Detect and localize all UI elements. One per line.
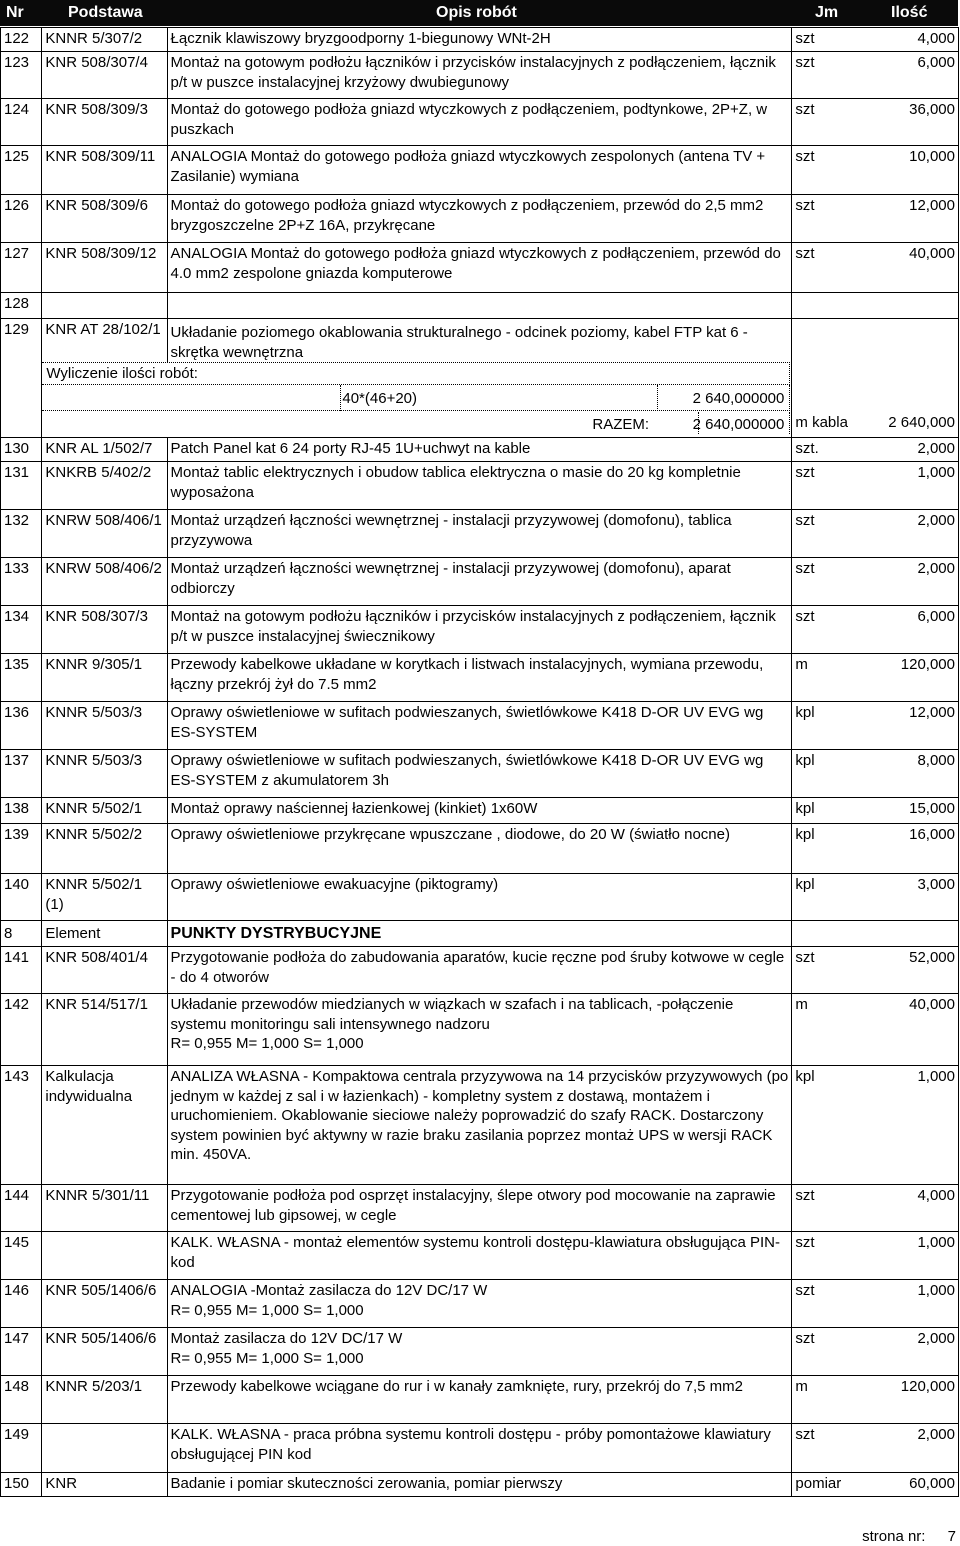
table-row bbox=[1, 99, 959, 146]
row-podstawa: KNR 508/309/3 bbox=[42, 99, 167, 146]
row-jm: szt bbox=[792, 606, 859, 654]
row-podstawa: KNNR 9/305/1 bbox=[42, 654, 167, 702]
row-ilosc: 16,000 bbox=[859, 824, 958, 874]
row-ilosc: 36,000 bbox=[859, 99, 958, 146]
header-jm: Jm bbox=[815, 4, 839, 21]
row-nr: 127 bbox=[1, 243, 42, 293]
row-opis: Montaż urządzeń łączności wewnętrznej - instalacji przyzywowej (domofonu), aparat odbiorczy bbox=[167, 558, 792, 606]
row-podstawa: KNNR 5/203/1 bbox=[42, 1376, 167, 1424]
row-jm: m bbox=[792, 1376, 859, 1424]
row-opis: ANALOGIA Montaż do gotowego podłoża gniazd wtyczkowych zespolonych (antena TV + Zasilanie) wymiana bbox=[167, 146, 792, 195]
row-opis: Montaż na gotowym podłożu łączników i przycisków instalacyjnych z podłączeniem, łącznik p/t w puszce instalacyjnej krzyżowy dwubiegunowy bbox=[167, 52, 792, 99]
row-jm: szt bbox=[792, 1424, 859, 1473]
row-ilosc: 2,000 bbox=[859, 1328, 958, 1376]
row-nr: 139 bbox=[1, 824, 42, 874]
table-body-c bbox=[1, 947, 959, 1497]
cost-table bbox=[0, 27, 959, 1497]
table-row bbox=[1, 195, 959, 243]
row-nr: 140 bbox=[1, 874, 42, 921]
table-row bbox=[1, 1424, 959, 1473]
row-podstawa: KNR 514/517/1 bbox=[42, 994, 167, 1066]
row-opis: Oprawy oświetleniowe ewakuacyjne (piktogramy) bbox=[167, 874, 792, 921]
row-podstawa: KNR 508/401/4 bbox=[42, 947, 167, 994]
table-row bbox=[1, 1232, 959, 1280]
row-nr: 130 bbox=[1, 438, 42, 462]
row-jm: m bbox=[792, 654, 859, 702]
row-ilosc: 12,000 bbox=[859, 195, 958, 243]
row-nr: 147 bbox=[1, 1328, 42, 1376]
row-podstawa: KNR 508/307/3 bbox=[42, 606, 167, 654]
row-nr: 122 bbox=[1, 28, 42, 52]
row-jm: szt bbox=[792, 462, 859, 510]
row-nr: 142 bbox=[1, 994, 42, 1066]
row-jm: szt bbox=[792, 195, 859, 243]
row-ilosc: 1,000 bbox=[859, 1066, 958, 1185]
table-row bbox=[1, 1280, 959, 1328]
table-row bbox=[1, 438, 959, 462]
row-opis: Układanie poziomego okablowania strukturalnego - odcinek poziomy, kabel FTP kat 6 - skrętka wewnętrzna bbox=[167, 319, 792, 363]
section-row bbox=[1, 921, 959, 947]
row-ilosc: 3,000 bbox=[859, 874, 958, 921]
row-jm: kpl bbox=[792, 750, 859, 798]
row-opis: KALK. WŁASNA - praca próbna systemu kontroli dostępu - próby pomontażowe klawiatury obsługującej PIN kod bbox=[167, 1424, 792, 1473]
row-opis: KALK. WŁASNA - montaż elementów systemu kontroli dostępu-klawiatura obsługująca PIN-kod bbox=[167, 1232, 792, 1280]
row-opis: Badanie i pomiar skuteczności zerowania, pomiar pierwszy bbox=[167, 1473, 792, 1497]
section-element: Element bbox=[42, 921, 167, 947]
table-row bbox=[1, 1066, 959, 1185]
table-row bbox=[1, 874, 959, 921]
row-opis: Montaż do gotowego podłoża gniazd wtyczkowych z podłączeniem, przewód do 2,5 mm2 bryzgoszczelne 2P+Z 16A, przykręcane bbox=[167, 195, 792, 243]
formula-value: 2 640,000000 bbox=[692, 390, 785, 407]
row-opis: Przewody kabelkowe układane w korytkach i listwach instalacyjnych, wymiana przewodu, łączny przekrój żył do 7.5 mm2 bbox=[167, 654, 792, 702]
row-jm: szt bbox=[792, 1185, 859, 1232]
row-opis: Montaż urządzeń łączności wewnętrznej - instalacji przyzywowej (domofonu), tablica przyzywowa bbox=[167, 510, 792, 558]
row-opis: Oprawy oświetleniowe w sufitach podwieszanych, świetlówkowe K418 D-OR UV EVG wg ES-SYSTEM bbox=[167, 702, 792, 750]
table-row bbox=[1, 243, 959, 293]
table-header bbox=[0, 0, 958, 26]
row-nr: 125 bbox=[1, 146, 42, 195]
row-opis: Przygotowanie podłoża do zabudowania aparatów, kucie ręczne pod śruby kotwowe w cegle - do 4 otworów bbox=[167, 947, 792, 994]
row-ilosc: 2,000 bbox=[859, 1424, 958, 1473]
table-row bbox=[1, 319, 959, 363]
calc-label: Wyliczenie ilości robót: bbox=[46, 365, 198, 382]
table-row bbox=[1, 1473, 959, 1497]
row-opis: Montaż na gotowym podłożu łączników i przycisków instalacyjnych z podłączeniem, łącznik p/t w puszce instalacyjnej świecznikowy bbox=[167, 606, 792, 654]
table-row bbox=[1, 606, 959, 654]
row-podstawa: KNR AL 1/502/7 bbox=[42, 438, 167, 462]
row-ilosc: 120,000 bbox=[859, 1376, 958, 1424]
row-opis: Oprawy oświetleniowe przykręcane wpuszczane , diodowe, do 20 W (światło nocne) bbox=[167, 824, 792, 874]
row-ilosc: 40,000 bbox=[859, 994, 958, 1066]
row-jm: szt bbox=[792, 243, 859, 293]
row-jm: szt bbox=[792, 947, 859, 994]
row-nr: 138 bbox=[1, 798, 42, 824]
row-opis: ANALOGIA -Montaż zasilacza do 12V DC/17 W R= 0,955 M= 1,000 S= 1,000 bbox=[167, 1280, 792, 1328]
row-ilosc: 12,000 bbox=[859, 702, 958, 750]
row-opis bbox=[167, 293, 792, 319]
row-podstawa: KNNR 5/503/3 bbox=[42, 750, 167, 798]
table-row bbox=[1, 798, 959, 824]
row-nr: 150 bbox=[1, 1473, 42, 1497]
formula-row bbox=[1, 385, 959, 412]
table-row bbox=[1, 28, 959, 52]
row-opis: Przygotowanie podłoża pod osprzęt instalacyjny, ślepe otwory pod mocowanie na zaprawie cementowej lub gipsowej, w cegle bbox=[167, 1185, 792, 1232]
row-podstawa: KNRW 508/406/2 bbox=[42, 558, 167, 606]
section-nr: 8 bbox=[1, 921, 42, 947]
row-ilosc: 15,000 bbox=[859, 798, 958, 824]
row-129 bbox=[1, 319, 959, 438]
row-nr: 145 bbox=[1, 1232, 42, 1280]
row-ilosc: 4,000 bbox=[859, 28, 958, 52]
razem-row bbox=[1, 412, 959, 438]
row-podstawa bbox=[42, 1232, 167, 1280]
row-opis: Montaż tablic elektrycznych i obudow tablica elektryczna o masie do 20 kg kompletnie wyposażona bbox=[167, 462, 792, 510]
row-ilosc bbox=[859, 293, 958, 319]
row-podstawa: KNNR 5/301/11 bbox=[42, 1185, 167, 1232]
page-footer bbox=[862, 1528, 956, 1545]
row-opis: Łącznik klawiszowy bryzgoodporny 1-biegunowy WNt-2H bbox=[167, 28, 792, 52]
table-row bbox=[1, 558, 959, 606]
row-opis: Montaż oprawy naściennej łazienkowej (kinkiet) 1x60W bbox=[167, 798, 792, 824]
table-row bbox=[1, 654, 959, 702]
row-podstawa: KNKRB 5/402/2 bbox=[42, 462, 167, 510]
row-jm: pomiar bbox=[792, 1473, 859, 1497]
row-jm: szt bbox=[792, 1232, 859, 1280]
table-row bbox=[1, 293, 959, 319]
row-nr: 126 bbox=[1, 195, 42, 243]
row-ilosc: 60,000 bbox=[859, 1473, 958, 1497]
row-jm: szt bbox=[792, 510, 859, 558]
row-opis: Przewody kabelkowe wciągane do rur i w kanały zamknięte, rury, przekrój do 7,5 mm2 bbox=[167, 1376, 792, 1424]
row-ilosc: 1,000 bbox=[859, 462, 958, 510]
row-podstawa: KNNR 5/502/2 bbox=[42, 824, 167, 874]
row-jm: m bbox=[792, 994, 859, 1066]
row-jm: szt bbox=[792, 1280, 859, 1328]
row-ilosc: 8,000 bbox=[859, 750, 958, 798]
row-ilosc: 10,000 bbox=[859, 146, 958, 195]
section-title: PUNKTY DYSTRYBUCYJNE bbox=[167, 921, 792, 947]
row-podstawa bbox=[42, 1424, 167, 1473]
razem-value: 2 640,000000 bbox=[692, 416, 785, 433]
calc-row bbox=[1, 362, 959, 385]
row-opis: ANALIZA WŁASNA - Kompaktowa centrala przyzywowa na 14 przycisków przyzywowych (po jednym w każdej z sal i w łazienkach) - kompletny system z dostawą, montażem i uruchomieniem. Okablowanie sieciowe należy poprowadzić do szafy RACK. Dostarczony system powinien być aktywny w razie braku zasilania poprzez montaż UPS w wersji RACK min. 450VA. bbox=[167, 1066, 792, 1185]
row-jm: szt bbox=[792, 146, 859, 195]
header-ilosc: Ilość bbox=[891, 4, 928, 21]
row-podstawa: KNR AT 28/102/1 bbox=[42, 319, 167, 363]
row-ilosc: 6,000 bbox=[859, 606, 958, 654]
table-row bbox=[1, 146, 959, 195]
row-nr: 135 bbox=[1, 654, 42, 702]
row-opis: Montaż zasilacza do 12V DC/17 W R= 0,955 M= 1,000 S= 1,000 bbox=[167, 1328, 792, 1376]
row-opis: Oprawy oświetleniowe w sufitach podwieszanych, świetlówkowe K418 D-OR UV EVG wg ES-SYSTEM z akumulatorem 3h bbox=[167, 750, 792, 798]
row-opis: ANALOGIA Montaż do gotowego podłoża gniazd wtyczkowych z podłączeniem, przewód do 4.0 mm2 zespolone gniazda komputerowe bbox=[167, 243, 792, 293]
row-nr: 136 bbox=[1, 702, 42, 750]
row-podstawa: KNR 505/1406/6 bbox=[42, 1328, 167, 1376]
row-jm: szt bbox=[792, 1328, 859, 1376]
row-jm: kpl bbox=[792, 824, 859, 874]
row-nr: 129 bbox=[1, 319, 42, 363]
row-podstawa: KNNR 5/503/3 bbox=[42, 702, 167, 750]
table-row bbox=[1, 1376, 959, 1424]
row-jm: szt bbox=[792, 52, 859, 99]
row-jm: szt bbox=[792, 28, 859, 52]
row-ilosc: 52,000 bbox=[859, 947, 958, 994]
row-nr: 132 bbox=[1, 510, 42, 558]
formula: 40*(46+20) bbox=[342, 390, 418, 407]
calc-frame bbox=[42, 362, 790, 385]
row-ilosc: 1,000 bbox=[859, 1232, 958, 1280]
row-podstawa: KNR 508/307/4 bbox=[42, 52, 167, 99]
row-opis: Patch Panel kat 6 24 porty RJ-45 1U+uchwyt na kable bbox=[167, 438, 792, 462]
row-nr: 149 bbox=[1, 1424, 42, 1473]
row-jm: kpl bbox=[792, 702, 859, 750]
row-opis: Montaż do gotowego podłoża gniazd wtyczkowych z podłączeniem, podtynkowe, 2P+Z, w puszkach bbox=[167, 99, 792, 146]
header-opis: Opis robót bbox=[436, 4, 517, 21]
row-jm: kpl bbox=[792, 798, 859, 824]
row-podstawa: KNRW 508/406/1 bbox=[42, 510, 167, 558]
row-podstawa: KNNR 5/307/2 bbox=[42, 28, 167, 52]
row-ilosc: 2 640,000 bbox=[859, 412, 958, 438]
header-podstawa: Podstawa bbox=[68, 4, 143, 21]
table-row bbox=[1, 702, 959, 750]
row-ilosc: 2,000 bbox=[859, 510, 958, 558]
table-body-b bbox=[1, 438, 959, 921]
row-podstawa: KNNR 5/502/1 bbox=[42, 798, 167, 824]
row-nr: 124 bbox=[1, 99, 42, 146]
table-row bbox=[1, 1328, 959, 1376]
row-ilosc: 2,000 bbox=[859, 558, 958, 606]
row-nr: 137 bbox=[1, 750, 42, 798]
row-nr: 131 bbox=[1, 462, 42, 510]
row-podstawa: KNR 508/309/12 bbox=[42, 243, 167, 293]
row-ilosc: 120,000 bbox=[859, 654, 958, 702]
row-jm: szt bbox=[792, 99, 859, 146]
row-jm: m kabla bbox=[792, 412, 859, 438]
row-jm: kpl bbox=[792, 874, 859, 921]
footer-label: strona nr: bbox=[862, 1528, 926, 1545]
row-nr: 146 bbox=[1, 1280, 42, 1328]
row-nr: 133 bbox=[1, 558, 42, 606]
row-ilosc: 4,000 bbox=[859, 1185, 958, 1232]
row-podstawa: KNR 508/309/6 bbox=[42, 195, 167, 243]
table-row bbox=[1, 824, 959, 874]
row-jm: szt. bbox=[792, 438, 859, 462]
table-row bbox=[1, 921, 959, 947]
table-row bbox=[1, 947, 959, 994]
row-nr: 143 bbox=[1, 1066, 42, 1185]
row-jm: kpl bbox=[792, 1066, 859, 1185]
row-nr: 134 bbox=[1, 606, 42, 654]
footer-page: 7 bbox=[947, 1528, 956, 1545]
table-row bbox=[1, 510, 959, 558]
row-nr: 148 bbox=[1, 1376, 42, 1424]
row-ilosc: 40,000 bbox=[859, 243, 958, 293]
row-opis: Układanie przewodów miedzianych w wiązkach w szafach i na tablicach, -połączenie systemu monitoringu sali intensywnego nadzoru R= 0,955 M= 1,000 S= 1,000 bbox=[167, 994, 792, 1066]
table-row bbox=[1, 462, 959, 510]
row-nr: 144 bbox=[1, 1185, 42, 1232]
row-podstawa: KNR 508/309/11 bbox=[42, 146, 167, 195]
row-jm bbox=[792, 293, 859, 319]
row-nr: 128 bbox=[1, 293, 42, 319]
razem-label: RAZEM: bbox=[592, 416, 650, 433]
table-row bbox=[1, 750, 959, 798]
table-row bbox=[1, 994, 959, 1066]
row-podstawa: Kalkulacja indywidualna bbox=[42, 1066, 167, 1185]
row-podstawa: KNR bbox=[42, 1473, 167, 1497]
row-nr: 141 bbox=[1, 947, 42, 994]
row-podstawa: KNNR 5/502/1 (1) bbox=[42, 874, 167, 921]
row-ilosc: 2,000 bbox=[859, 438, 958, 462]
header-nr: Nr bbox=[6, 4, 24, 21]
row-nr: 123 bbox=[1, 52, 42, 99]
row-podstawa bbox=[42, 293, 167, 319]
row-jm: szt bbox=[792, 558, 859, 606]
row-ilosc: 6,000 bbox=[859, 52, 958, 99]
table-row bbox=[1, 1185, 959, 1232]
row-ilosc: 1,000 bbox=[859, 1280, 958, 1328]
table-body-a bbox=[1, 28, 959, 319]
row-podstawa: KNR 505/1406/6 bbox=[42, 1280, 167, 1328]
table-row bbox=[1, 52, 959, 99]
